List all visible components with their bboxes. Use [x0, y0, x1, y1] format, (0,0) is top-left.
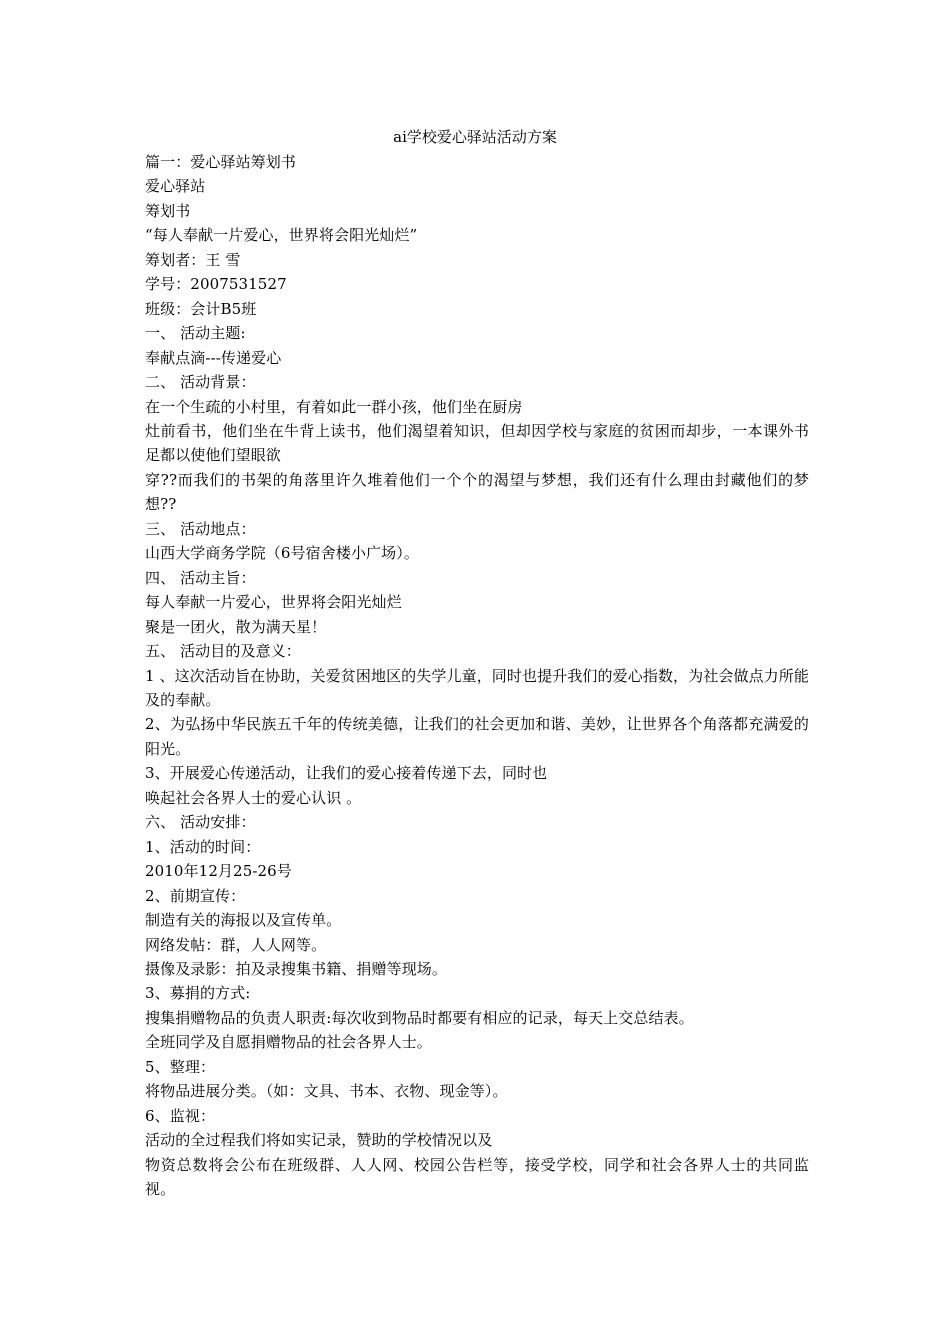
text-line: 每人奉献一片爱心，世界将会阳光灿烂	[145, 593, 402, 612]
section-heading: 六、 活动安排：	[145, 813, 256, 832]
author-line: 筹划者：王 雪	[145, 250, 241, 269]
paragraph: 物资总数将会公布在班级群、人人网、校园公告栏等，接受学校，同学和社会各界人士的共同监视。	[145, 1155, 809, 1199]
section-heading: 三、 活动地点：	[145, 519, 256, 538]
section-heading: 四、 活动主旨：	[145, 568, 256, 587]
text-line: 制造有关的海报以及宣传单。	[145, 911, 342, 930]
document-body	[145, 150, 809, 1201]
text-line: 唤起社会各界人士的爱心认识 。	[145, 788, 362, 807]
text-line: 网络发帖：群，人人网等。	[145, 935, 327, 954]
text-line: 活动的全过程我们将如实记录，赞助的学校情况以及	[145, 1131, 493, 1150]
text-line: 在一个生疏的小村里，有着如此一群小孩，他们坐在厨房	[145, 397, 523, 416]
document-title: ai学校爱心驿站活动方案	[393, 128, 557, 146]
text-line: 奉献点滴---传递爱心	[145, 348, 282, 367]
text-line: 山西大学商务学院（6号宿舍楼小广场）。	[145, 544, 419, 563]
section-heading: 篇一：爱心驿站筹划书	[145, 153, 297, 171]
text-line: 聚是一团火，散为满天星！	[145, 617, 327, 636]
text-line: 搜集捐赠物品的负责人职责:每次收到物品时都要有相应的记录，每天上交总结表。	[145, 1008, 694, 1027]
text-line: 全班同学及自愿捐赠物品的社会各界人士。	[145, 1033, 432, 1052]
class-line: 班级：会计B5班	[145, 299, 257, 318]
paragraph: 2、为弘扬中华民族五千年的传统美德，让我们的社会更加和谐、美妙，让世界各个角落都充满爱的阳光。	[145, 715, 809, 758]
subsection-heading: 5、整理：	[145, 1057, 216, 1076]
paragraph: 灶前看书，他们坐在牛背上读书，他们渴望着知识，但却因学校与家庭的贫困而却步，一本课外书足都以使他们望眼欲	[145, 421, 809, 465]
subsection-heading: 6、监视：	[145, 1106, 216, 1125]
text-line: 摄像及录影：拍及录搜集书籍、捐赠等现场。	[145, 959, 448, 978]
text-line: 2010年12月25-26号	[145, 862, 292, 881]
subsection-heading: 1、活动的时间：	[145, 837, 261, 856]
slogan-line: “每人奉献一片爱心，世界将会阳光灿烂”	[145, 226, 418, 245]
subsection-heading: 3、募捐的方式:	[145, 984, 251, 1003]
text-line: 3、开展爱心传递活动，让我们的爱心接着传递下去，同时也	[145, 764, 548, 783]
paragraph: 1 、这次活动旨在协助，关爱贫困地区的失学儿童，同时也提升我们的爱心指数，为社会做点力所能及的奉献。	[145, 666, 809, 709]
text-line: 爱心驿站	[145, 177, 206, 196]
text-line: 将物品进展分类。（如：文具、书本、衣物、现金等）。	[145, 1082, 508, 1101]
section-heading: 一、 活动主题:	[145, 324, 246, 343]
section-heading: 五、 活动目的及意义：	[145, 642, 301, 661]
student-id-line: 学号：2007531527	[145, 275, 287, 294]
subsection-heading: 2、前期宣传：	[145, 886, 246, 905]
section-heading: 二、 活动背景：	[145, 373, 256, 392]
paragraph: 穿??而我们的书架的角落里许久堆着他们一个个的渴望与梦想，我们还有什么理由封藏他们的梦想??	[145, 470, 809, 514]
text-line: 筹划书	[145, 201, 191, 220]
